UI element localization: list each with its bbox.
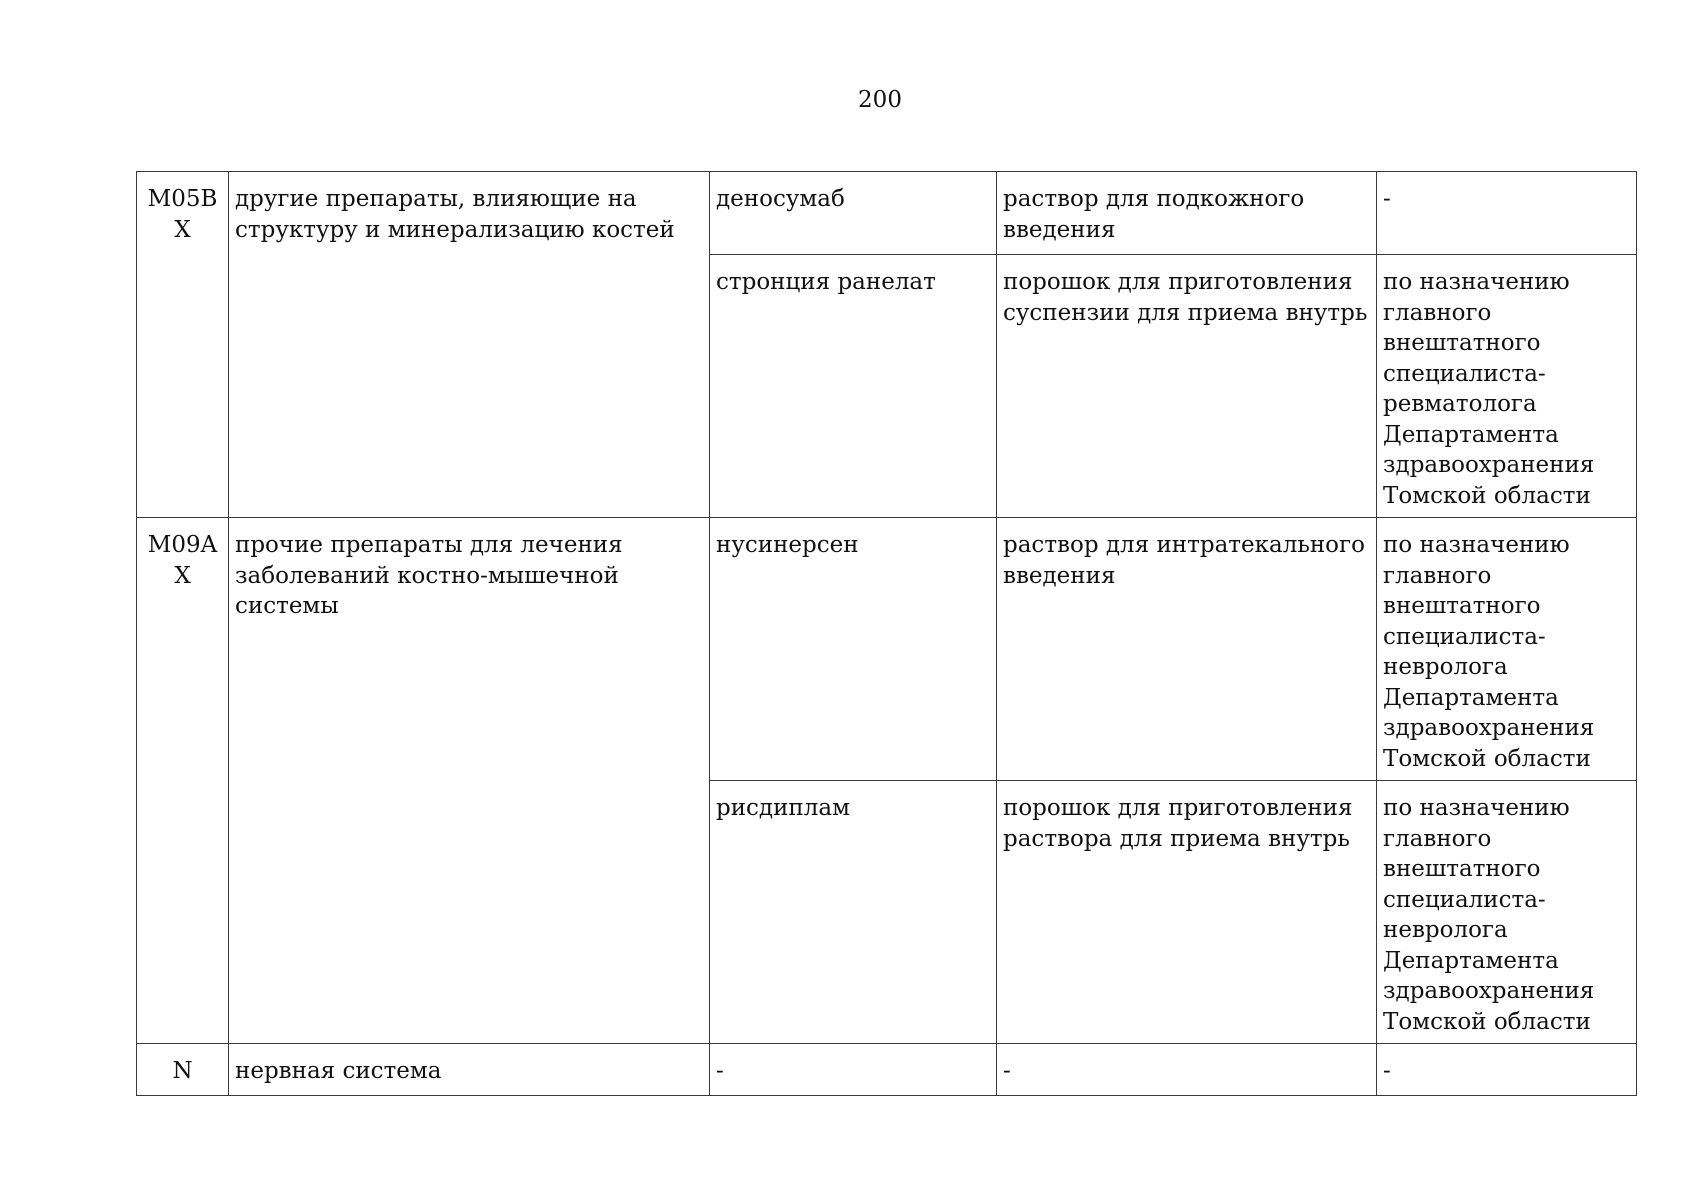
- group-cell: прочие препараты для лечения заболеваний костно-мышечной системы: [229, 518, 710, 1044]
- dosage-form-cell: порошок для приготовления раствора для приема внутрь: [997, 781, 1377, 1044]
- medication-table: [136, 171, 1637, 1096]
- atc-code-cell: M05B X: [137, 172, 229, 518]
- drug-name-cell: нусинерсен: [710, 518, 997, 781]
- atc-code-cell: N: [137, 1044, 229, 1096]
- page-number: 200: [858, 87, 902, 113]
- dosage-form-cell: раствор для интратекального введения: [997, 518, 1377, 781]
- dosage-form-cell: -: [997, 1044, 1377, 1096]
- drug-name-cell: рисдиплам: [710, 781, 997, 1044]
- note-cell: по назначению главного внештатного специалиста-ревматолога Департамента здравоохранения Томской области: [1377, 255, 1637, 518]
- note-cell: по назначению главного внештатного специалиста-невролога Департамента здравоохранения Томской области: [1377, 518, 1637, 781]
- drug-name-cell: -: [710, 1044, 997, 1096]
- group-cell: другие препараты, влияющие на структуру и минерализацию костей: [229, 172, 710, 518]
- note-cell: -: [1377, 1044, 1637, 1096]
- table-row: [137, 518, 1637, 781]
- group-cell: нервная система: [229, 1044, 710, 1096]
- note-cell: по назначению главного внештатного специалиста-невролога Департамента здравоохранения Томской области: [1377, 781, 1637, 1044]
- atc-code-cell: M09A X: [137, 518, 229, 1044]
- table-row: [137, 172, 1637, 255]
- dosage-form-cell: раствор для подкожного введения: [997, 172, 1377, 255]
- dosage-form-cell: порошок для приготовления суспензии для приема внутрь: [997, 255, 1377, 518]
- drug-name-cell: деносумаб: [710, 172, 997, 255]
- note-cell: -: [1377, 172, 1637, 255]
- table-row: [137, 1044, 1637, 1096]
- drug-name-cell: стронция ранелат: [710, 255, 997, 518]
